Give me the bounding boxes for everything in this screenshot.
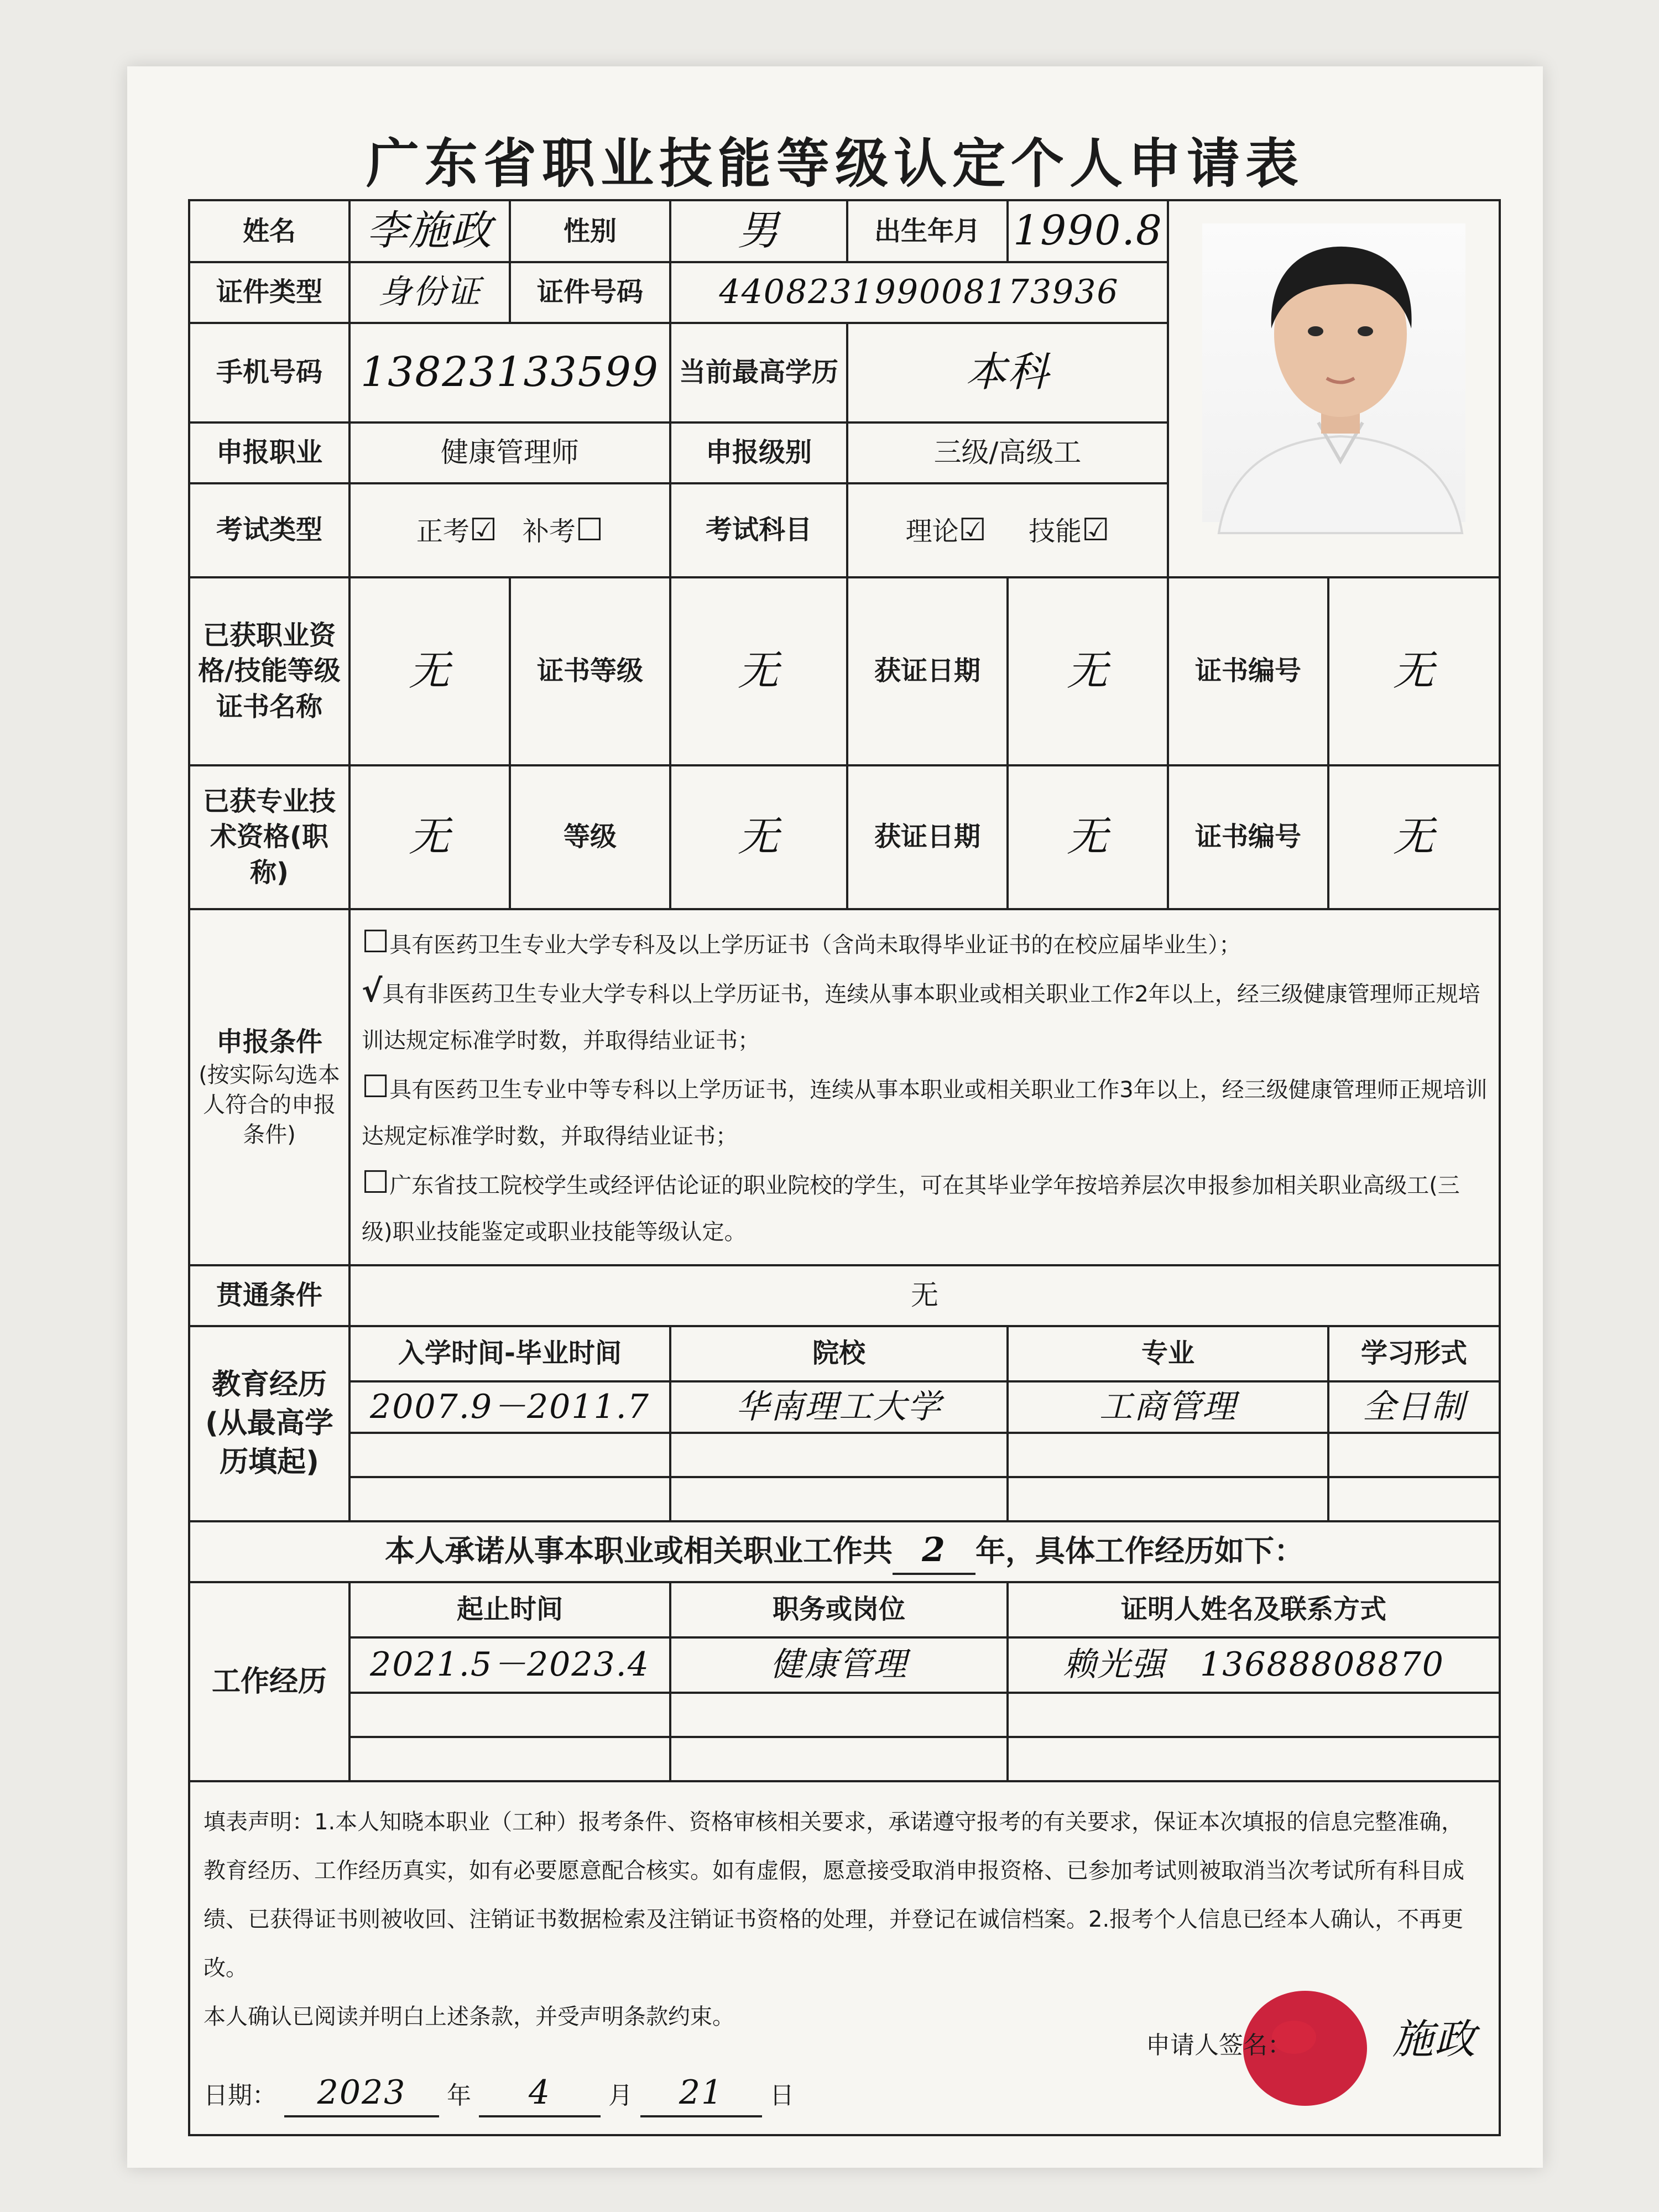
theory-label: 理论	[905, 516, 959, 547]
empty-cell[interactable]	[349, 1737, 670, 1781]
through-label: 贯通条件	[189, 1265, 349, 1326]
declaration-section	[189, 1781, 1500, 2135]
empty-cell[interactable]	[1008, 1433, 1328, 1477]
phone-label: 手机号码	[189, 323, 349, 422]
empty-cell[interactable]	[1008, 1477, 1328, 1521]
empty-cell[interactable]	[670, 1737, 1008, 1781]
cert-date-label: 获证日期	[847, 577, 1008, 765]
exam-regular-checkbox[interactable]: ☑	[469, 512, 498, 549]
condition-checkbox[interactable]: ☐	[362, 924, 390, 960]
empty-cell[interactable]	[670, 1693, 1008, 1737]
gender-value[interactable]: 男	[670, 200, 847, 262]
skill-label: 技能	[1029, 516, 1082, 547]
school-value[interactable]: 华南理工大学	[670, 1381, 1008, 1433]
position-value[interactable]: 健康管理	[670, 1637, 1008, 1693]
year-label: 年	[447, 2081, 471, 2110]
exam-subject-label: 考试科目	[670, 483, 847, 577]
birth-value[interactable]: 1990.8	[1008, 200, 1168, 262]
cert-level-label: 证书等级	[510, 577, 670, 765]
date-year-value[interactable]: 2023	[284, 2070, 439, 2117]
gender-label: 性别	[510, 200, 670, 262]
study-form-header: 学习形式	[1328, 1326, 1500, 1381]
tech-level-value[interactable]: 无	[670, 765, 847, 909]
declaration-text: 填表声明：1.本人知晓本职业（工种）报考条件、资格审核相关要求，承诺遵守报考的有关要求，保证本次填报的信息完整准确，教育经历、工作经历真实，如有必要愿意配合核实。如有虚假，愿意接受取消申报资格、已参加考试则被取消当次考试所有科目成绩、已获得证书则被收回、注销证书数据检索及注销证书资格的处理，并登记在诚信档案。2.报考个人信息已经本人确认，不再更改。	[204, 1809, 1464, 1981]
witness-header: 证明人姓名及联系方式	[1008, 1582, 1500, 1637]
condition-item: ☐具有医药卫生专业中等专科以上学历证书，连续从事本职业或相关职业工作3年以上，经三级健康管理师正规培训达规定标准学时数，并取得结业证书；	[362, 1068, 1488, 1149]
through-value[interactable]: 无	[349, 1265, 1500, 1326]
table-row	[189, 1737, 1500, 1781]
empty-cell[interactable]	[670, 1433, 1008, 1477]
table-row	[189, 1637, 1500, 1693]
condition-item: ☐具有医药卫生专业大学专科及以上学历证书（含尚未取得毕业证书的在校应届毕业生）；	[362, 924, 1241, 960]
empty-cell[interactable]	[349, 1693, 670, 1737]
tech-no-label: 证书编号	[1168, 765, 1328, 909]
date-month-value[interactable]: 4	[479, 2070, 601, 2117]
education-value[interactable]: 本科	[847, 323, 1168, 422]
condition-checkbox[interactable]: ☐	[362, 1164, 390, 1201]
occupation-label: 申报职业	[189, 422, 349, 483]
declaration-confirm: 本人确认已阅读并明白上述条款，并受声明条款约束。	[204, 2004, 734, 2030]
work-history-label: 工作经历	[189, 1582, 349, 1781]
table-row	[189, 1433, 1500, 1477]
level-value[interactable]: 三级/高级工	[847, 422, 1168, 483]
work-years-value[interactable]: 2	[893, 1528, 975, 1575]
form-title: 广东省职业技能等级认定个人申请表	[366, 132, 1304, 195]
obtained-tech-label: 已获专业技术资格(职称)	[189, 765, 349, 909]
tech-level-label: 等级	[510, 765, 670, 909]
edu-period-value[interactable]: 2007.9－2011.7	[349, 1381, 670, 1433]
school-header: 院校	[670, 1326, 1008, 1381]
phone-value[interactable]: 13823133599	[349, 323, 670, 422]
occupation-value[interactable]: 健康管理师	[349, 422, 670, 483]
obtained-cert-label: 已获职业资格/技能等级证书名称	[189, 577, 349, 765]
empty-cell[interactable]	[1008, 1693, 1500, 1737]
study-form-value[interactable]: 全日制	[1328, 1381, 1500, 1433]
edu-history-label: 教育经历(从最高学历填起)	[189, 1326, 349, 1521]
empty-cell[interactable]	[349, 1477, 670, 1521]
witness-value[interactable]: 赖光强 13688808870	[1008, 1637, 1500, 1693]
id-type-label: 证件类型	[189, 262, 349, 323]
work-period-header: 起止时间	[349, 1582, 670, 1637]
exam-regular-label: 正考	[416, 516, 469, 547]
condition-item: √具有非医药卫生专业大学专科以上学历证书，连续从事本职业或相关职业工作2年以上，经三级健康管理师正规培训达规定标准学时数，并取得结业证书；	[362, 973, 1480, 1053]
empty-cell[interactable]	[349, 1433, 670, 1477]
month-label: 月	[608, 2081, 633, 2110]
table-row	[189, 1381, 1500, 1433]
table-row	[189, 1477, 1500, 1521]
date-area	[204, 2070, 794, 2117]
conditions-list	[349, 909, 1500, 1265]
conditions-label-cell	[189, 909, 349, 1265]
skill-checkbox[interactable]: ☑	[1082, 512, 1110, 549]
signature-value[interactable]: 施政	[1392, 2016, 1477, 2063]
condition-checkbox[interactable]: ☐	[362, 1068, 390, 1105]
empty-cell[interactable]	[1328, 1433, 1500, 1477]
tech-name-value[interactable]: 无	[349, 765, 510, 909]
position-header: 职务或岗位	[670, 1582, 1008, 1637]
cert-level-value[interactable]: 无	[670, 577, 847, 765]
tech-date-label: 获证日期	[847, 765, 1008, 909]
id-number-value[interactable]: 440823199008173936	[670, 262, 1168, 323]
exam-makeup-checkbox[interactable]: ☐	[575, 512, 604, 549]
application-form-paper	[127, 66, 1543, 2168]
name-value[interactable]: 李施政	[349, 200, 510, 262]
work-promise: 本人承诺从事本职业或相关职业工作共 2 年，具体工作经历如下：	[189, 1521, 1500, 1582]
date-label: 日期：	[204, 2081, 276, 2110]
exam-subject-options	[847, 483, 1168, 577]
condition-item: ☐广东省技工院校学生或经评估论证的职业院校的学生，可在其毕业学年按培养层次申报参加相关职业高级工(三级)职业技能鉴定或职业技能等级认定。	[362, 1164, 1460, 1245]
cert-date-value[interactable]: 无	[1008, 577, 1168, 765]
empty-cell[interactable]	[1328, 1477, 1500, 1521]
cert-no-label: 证书编号	[1168, 577, 1328, 765]
signature-area	[1146, 2012, 1477, 2068]
photo-cell	[1168, 200, 1500, 577]
name-label: 姓名	[189, 200, 349, 262]
tech-date-value[interactable]: 无	[1008, 765, 1168, 909]
tech-no-value[interactable]: 无	[1328, 765, 1500, 909]
applicant-photo	[1169, 201, 1499, 544]
edu-period-header: 入学时间-毕业时间	[349, 1326, 670, 1381]
table-row	[189, 1693, 1500, 1737]
cert-name-value[interactable]: 无	[349, 577, 510, 765]
major-header: 专业	[1008, 1326, 1328, 1381]
birth-label: 出生年月	[847, 200, 1008, 262]
major-value[interactable]: 工商管理	[1008, 1381, 1328, 1433]
exam-type-label: 考试类型	[189, 483, 349, 577]
conditions-label: 申报条件	[216, 1026, 322, 1058]
day-label: 日	[770, 2081, 794, 2110]
theory-checkbox[interactable]: ☑	[958, 512, 987, 549]
cert-no-value[interactable]: 无	[1328, 577, 1500, 765]
id-type-value[interactable]: 身份证	[349, 262, 510, 323]
id-number-label: 证件号码	[510, 262, 670, 323]
form-frame	[188, 199, 1499, 2112]
condition-checkbox[interactable]: √	[362, 973, 383, 1009]
exam-makeup-label: 补考	[522, 516, 576, 547]
signature-label: 申请人签名：	[1146, 2031, 1292, 2059]
empty-cell[interactable]	[1008, 1737, 1500, 1781]
work-period-value[interactable]: 2021.5－2023.4	[349, 1637, 670, 1693]
exam-type-options	[349, 483, 670, 577]
education-table	[188, 1325, 1501, 1522]
personal-info-table	[188, 199, 1501, 1327]
work-table	[188, 1520, 1501, 2136]
empty-cell[interactable]	[670, 1477, 1008, 1521]
education-label: 当前最高学历	[670, 323, 847, 422]
level-label: 申报级别	[670, 422, 847, 483]
conditions-note: (按实际勾选本人符合的申报条件)	[199, 1062, 340, 1148]
date-day-value[interactable]: 21	[640, 2070, 762, 2117]
